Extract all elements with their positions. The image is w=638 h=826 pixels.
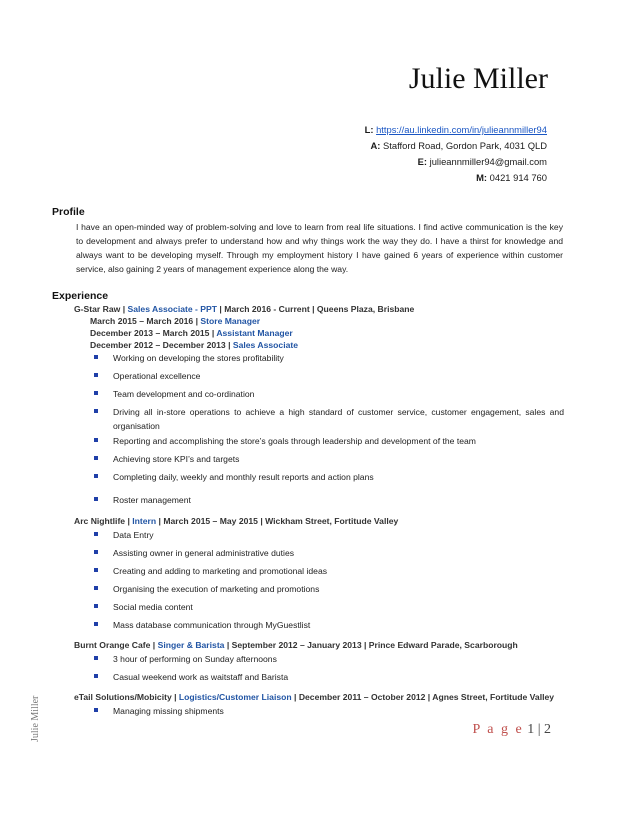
bullet-text: Team development and co-ordination <box>113 389 255 399</box>
sub-role-title: Assistant Manager <box>216 328 293 338</box>
bullet-item <box>94 387 564 401</box>
bullet-item <box>94 618 564 632</box>
bullet-square-icon <box>94 438 98 442</box>
bullet-square-icon <box>94 622 98 626</box>
bullet-text: Mass database communication through MyGuestlist <box>113 620 311 630</box>
sub-role <box>90 328 293 338</box>
side-footer-name: Julie Miller <box>30 695 41 742</box>
job-company: Arc Nightlife <box>74 516 126 526</box>
bullet-square-icon <box>94 474 98 478</box>
bullet-text: Organising the execution of marketing and promotions <box>113 584 320 594</box>
sub-role-dates: December 2013 – March 2015 <box>90 328 210 338</box>
job-header <box>74 304 414 314</box>
page-separator: | <box>534 722 544 737</box>
profile-text: I have an open-minded way of problem-solving and love to learn from real life situations. I find active communication is the key to development and always prefer to understand how and why things work the way they do. I have a thirst for knowledge and always want to be developing myself. Through my employment history I have gained 6 years of experience within customer service, also gaining 2 years of management experience along the way. <box>76 222 563 274</box>
job-details: March 2015 – May 2015 | Wickham Street, Fortitude Valley <box>163 516 399 526</box>
candidate-name: Julie Miller <box>408 62 548 95</box>
bullet-item <box>94 704 564 718</box>
bullet-item <box>94 546 564 560</box>
job-details: December 2011 – October 2012 | Agnes Street, Fortitude Valley <box>298 692 555 702</box>
sub-role-title: Sales Associate <box>232 340 299 350</box>
bullet-item <box>94 351 564 365</box>
job-company: G-Star Raw <box>74 304 121 314</box>
job-role: Singer & Barista <box>157 640 225 650</box>
linkedin-link[interactable]: https://au.linkedin.com/in/julieannmiller94 <box>376 124 547 135</box>
bullet-square-icon <box>94 708 98 712</box>
address-label: A: <box>370 140 381 151</box>
contact-email <box>365 154 547 170</box>
separator: | <box>125 516 133 526</box>
experience-heading: Experience <box>52 290 109 302</box>
profile-heading: Profile <box>52 206 85 218</box>
bullet-text: Driving all in-store operations to achieve a high standard of customer service, customer engagement, sales and organisation <box>113 407 564 431</box>
separator: | <box>217 304 225 314</box>
page-total: 2 <box>544 722 551 737</box>
bullet-item <box>94 405 564 433</box>
bullet-square-icon <box>94 391 98 395</box>
bullet-text: 3 hour of performing on Sunday afternoons <box>113 654 277 664</box>
bullet-square-icon <box>94 550 98 554</box>
sub-role-dates: March 2015 – March 2016 <box>90 316 194 326</box>
separator: | <box>171 692 179 702</box>
bullet-text: Operational excellence <box>113 371 201 381</box>
bullet-text: Achieving store KPI’s and targets <box>113 454 240 464</box>
bullet-square-icon <box>94 456 98 460</box>
job-company: eTail Solutions/Mobicity <box>74 692 172 702</box>
bullet-text: Roster management <box>113 495 191 505</box>
bullet-square-icon <box>94 604 98 608</box>
bullet-item <box>94 369 564 383</box>
bullet-square-icon <box>94 656 98 660</box>
page-number <box>472 722 551 738</box>
email-label: E: <box>417 156 427 167</box>
bullet-square-icon <box>94 409 98 413</box>
mobile-label: M: <box>476 172 488 183</box>
bullet-text: Reporting and accomplishing the store’s goals through leadership and development of the team <box>113 436 476 446</box>
separator: | <box>291 692 299 702</box>
bullet-item <box>94 670 564 684</box>
mobile-value: 0421 914 760 <box>489 172 547 183</box>
bullet-square-icon <box>94 568 98 572</box>
bullet-text: Assisting owner in general administrative duties <box>113 548 295 558</box>
email-value: julieannmiller94@gmail.com <box>429 156 547 167</box>
bullet-text: Social media content <box>113 602 193 612</box>
job-role: Sales Associate - PPT <box>127 304 217 314</box>
job-company: Burnt Orange Cafe <box>74 640 151 650</box>
job-role: Intern <box>132 516 157 526</box>
bullet-square-icon <box>94 674 98 678</box>
separator: | <box>156 516 164 526</box>
job-header <box>74 640 518 650</box>
job-header <box>74 516 398 526</box>
bullet-square-icon <box>94 532 98 536</box>
bullet-item <box>94 452 564 466</box>
linkedin-label: L: <box>364 124 374 135</box>
bullet-item <box>94 493 564 507</box>
bullet-square-icon <box>94 497 98 501</box>
contact-mobile <box>365 170 547 186</box>
contact-linkedin <box>365 122 547 138</box>
bullet-text: Managing missing shipments <box>113 706 224 716</box>
separator: | <box>120 304 128 314</box>
bullet-item <box>94 528 564 542</box>
bullet-item <box>94 652 564 666</box>
bullet-text: Creating and adding to marketing and promotional ideas <box>113 566 328 576</box>
bullet-item <box>94 470 564 484</box>
job-details: March 2016 - Current | Queens Plaza, Brisbane <box>224 304 415 314</box>
job-details: September 2012 – January 2013 | Prince Edward Parade, Scarborough <box>231 640 518 650</box>
bullet-item <box>94 564 564 578</box>
bullet-text: Completing daily, weekly and monthly result reports and action plans <box>113 472 374 482</box>
separator: | <box>225 340 233 350</box>
sub-role <box>90 316 260 326</box>
sub-role-dates: December 2012 – December 2013 <box>90 340 226 350</box>
separator: | <box>193 316 201 326</box>
sub-role <box>90 340 298 350</box>
page-current: 1 <box>527 722 535 737</box>
page-label: P a g e <box>472 722 524 737</box>
bullet-square-icon <box>94 586 98 590</box>
bullet-item <box>94 600 564 614</box>
bullet-square-icon <box>94 373 98 377</box>
job-role: Logistics/Customer Liaison <box>178 692 292 702</box>
bullet-item <box>94 582 564 596</box>
sub-role-title: Store Manager <box>200 316 261 326</box>
bullet-text: Data Entry <box>113 530 154 540</box>
bullet-square-icon <box>94 355 98 359</box>
contact-address <box>365 138 547 154</box>
bullet-item <box>94 434 564 448</box>
bullet-text: Casual weekend work as waitstaff and Barista <box>113 672 289 682</box>
separator: | <box>150 640 158 650</box>
separator: | <box>224 640 232 650</box>
job-header <box>74 692 554 702</box>
contact-block <box>365 122 547 186</box>
separator: | <box>209 328 217 338</box>
address-value: Stafford Road, Gordon Park, 4031 QLD <box>383 140 547 151</box>
bullet-text: Working on developing the stores profitability <box>113 353 284 363</box>
